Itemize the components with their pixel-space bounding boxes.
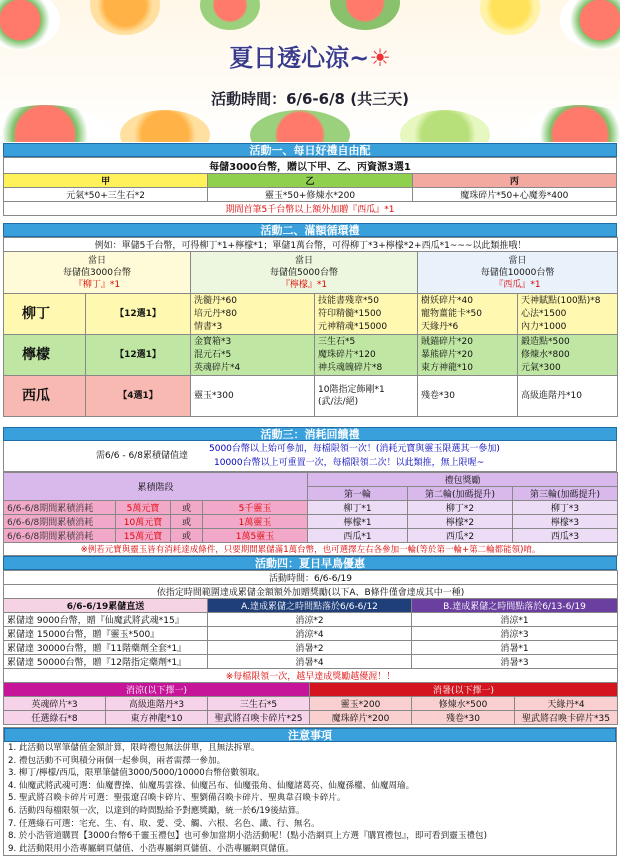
option-a-label: 甲	[4, 174, 208, 188]
orange-decor-icon	[120, 110, 210, 142]
note-item: 4. 仙魔武將武魂可選：仙魔曹操、仙魔馬雲祿、仙魔呂布、仙魔張角、仙魔諸葛亮、仙魔孫權、仙魔周瑜。	[8, 780, 415, 791]
activity-3: 活動三：消耗回饋禮 需6/6 - 6/8累積儲值達 5000台幣以上始可參加，每檔限領一次！(消耗元寶與靈玉限選其一參加) 10000台幣以上可重置一次，每檔限領二次！以此類推，無上限喔~ 累積階段 禮包獎勵 第一輪 第二輪(加碼提升) 第三輪(加碼提升) 6/6-6/8期間累積消耗 5萬元寶 或 5千靈玉 柳丁*1 柳丁*2 柳丁*3 6/6-6/8期間累積消耗 10萬元寶 或 1萬靈玉 檸檬*1 檸檬*2 檸檬*3 6/6-6/8期間累積消耗 15萬元寶 或 1萬5靈玉 西瓜*1 西瓜*2 西瓜*3 ※例若元寶與靈玉皆有消耗達成條件，只要期間累儲滿1萬台幣，也可選擇左右各參加一輪(等於第一輪+第二輪都能領)唷。	[3, 427, 617, 556]
watermelon-decor-icon	[0, 105, 110, 142]
lemon-rewards-3: 賊錨碎片*20 暴熊碎片*20 東方神龍*10	[418, 335, 518, 376]
notes-section	[3, 727, 617, 856]
activity-2-header: 活動二、滿額循環禮	[3, 223, 617, 237]
notes-header: 注意事項	[4, 728, 616, 742]
gift-header: 禮包獎勵	[308, 473, 618, 487]
fruit-orange: 柳丁	[4, 294, 86, 335]
note-item: 8. 於小浩管道購買【3000台幣6千靈玉禮包】也可參加當期小浩活動呢！(點小浩網頁上方選『購買禮包』，即可看到靈玉禮包)	[8, 831, 487, 842]
activity-4-note: ※每檔限領一次，越早達成獎勵越優渥！！	[4, 669, 618, 683]
watermelon-rewards-4: 高級進階丹*10	[518, 376, 618, 417]
orange-rewards-4: 天神賦點(100點)*8 心法*1500 內力*1000	[518, 294, 618, 335]
lemon-decor-icon	[480, 0, 540, 35]
activity-3-header: 活動三：消耗回饋禮	[3, 427, 617, 441]
condition-a-header: A.達成累儲之時間點落於6/6-6/12	[208, 599, 412, 613]
note-item: 6. 活動四每檔限領一次，以達到的時間點給予對應獎勵，統一於6/19後結算。	[8, 805, 305, 816]
activity-1	[3, 143, 617, 216]
fruit-lemon: 檸檬	[4, 335, 86, 376]
activity-2	[3, 223, 617, 417]
activity-4: 活動四：夏日早鳥優惠 活動時間：6/6-6/19 依指定時間範圍達成累儲金額額外加贈獎勵(以下A、B條件僅會達成其中一種) 6/6-6/19累儲直送 A.達成累儲之時間點落於6/6-6/12 B.達成累儲之時間點落於6/13-6/19 累儲達 9000台幣，贈『仙魔武將武魂*15』 消涼*2 消涼*1 累儲達 15000台幣，贈『靈玉*500』 消涼*4 消涼*3 累儲達 30000台幣，贈『11階藥劑全套*1』 消暑*2 消暑*1 累儲達 50000台幣，贈『12階指定藥劑*1』 消暑*4 消暑*3 ※每檔限領一次，越早達成獎勵越優渥！！ 消涼(以下擇一) 消暑(以下擇一) 英魂碎片*3 高級進階丹*3 三生石*5 靈玉*200 修煉水*500 天緣丹*4 任選綠石*8 東方神龍*10 聖武將召喚卡碎片*25 魔珠碎片*200 殘卷*30 聖武將召喚卡碎片*35	[3, 556, 617, 725]
watermelon-decor-icon	[200, 0, 260, 30]
watermelon-rewards-1: 靈玉*300	[191, 376, 315, 417]
option-c-label: 丙	[412, 174, 616, 188]
note-item: 3. 柳丁/檸檬/西瓜，限單筆儲值3000/5000/10000台幣倍數領取。	[8, 768, 265, 779]
activity-1-subtitle: 每儲3000台幣，贈以下甲、乙、丙資源3選1	[4, 158, 617, 174]
note-item: 7. 任選綠石可選：宅充、生、有、取、愛、受、觸、六根、名色、識、行、無名。	[8, 818, 320, 829]
event-banner	[0, 0, 620, 142]
lemon-rewards-4: 鍛造點*500 修煉水*800 元氣*300	[518, 335, 618, 376]
tier-lemon: 當日 每儲值5000台幣 『檸檬』*1	[191, 252, 418, 294]
activity-4-date: 活動時間：6/6-6/19	[4, 571, 618, 585]
note-item: 5. 聖武將召喚卡碎片可選：聖張遼召喚卡碎片、聖劉備召喚卡碎片、聖典韋召喚卡碎片。	[8, 793, 346, 804]
heat-header: 消暑(以下擇一)	[310, 683, 618, 697]
note-item: 9. 此活動限用小浩專屬網頁儲值、小浩專屬網頁儲值、小浩專屬網頁儲值。	[8, 843, 294, 854]
option-b-reward: 靈玉*50+修煉水*200	[208, 188, 412, 202]
activity-4-desc: 依指定時間範圍達成累儲金額額外加贈獎勵(以下A、B條件僅會達成其中一種)	[4, 585, 618, 599]
watermelon-rewards-3: 殘卷*30	[418, 376, 518, 417]
orange-pick: 【12選1】	[86, 294, 191, 335]
option-b-label: 乙	[208, 174, 412, 188]
orange-rewards-1: 洗髓丹*60 培元丹*80 情書*3	[191, 294, 315, 335]
tier-orange: 當日 每儲值3000台幣 『柳丁』*1	[4, 252, 191, 294]
round-1-header: 第一輪	[308, 487, 408, 501]
orange-rewards-2: 技能書殘章*50 符印精髓*1500 元神精魂*15000	[315, 294, 418, 335]
activity-2-example: 例如：單儲5千台幣，可得柳丁*1+檸檬*1；單儲1萬台幣，可得柳丁*3+檸檬*2+西瓜*1~~~以此類推哦！	[4, 238, 618, 252]
sun-icon: ☀	[369, 44, 391, 72]
watermelon-decor-icon	[520, 105, 620, 142]
stage-row-1: 6/6-6/8期間累積消耗	[4, 501, 116, 515]
activity-3-note: ※例若元寶與靈玉皆有消耗達成條件，只要期間累儲滿1萬台幣，也可選擇左右各參加一輪(等於第一輪+第二輪都能領)唷。	[4, 543, 618, 556]
condition-b-header: B.達成累儲之時間點落於6/13-6/19	[412, 599, 618, 613]
note-item: 1. 此活動以單筆儲值金額計算，限時禮包無法併單，且無法拆單。	[8, 743, 260, 753]
stage-row-2: 6/6-6/8期間累積消耗	[4, 515, 116, 529]
note-item: 2. 禮包活動不可與積分兩個一起參與，兩者需擇一參加。	[8, 755, 226, 766]
lemon-rewards-1: 金寶箱*3 混元石*5 英魂碎片*4	[191, 335, 315, 376]
option-a-reward: 元氣*50+三生石*2	[4, 188, 208, 202]
lime-decor-icon	[400, 110, 490, 142]
lemon-rewards-2: 三生石*5 魔珠碎片*120 神兵魂魄碎片*8	[315, 335, 418, 376]
earlybird-row-3: 累儲達 30000台幣，贈『11階藥劑全套*1』	[4, 641, 208, 655]
watermelon-pick: 【4選1】	[86, 376, 191, 417]
orange-decor-icon	[90, 0, 160, 35]
earlybird-row-4: 累儲達 50000台幣，贈『12階指定藥劑*1』	[4, 655, 208, 669]
watermelon-decor-icon	[330, 0, 400, 30]
stage-header: 累積階段	[4, 473, 308, 501]
tier-watermelon: 當日 每儲值10000台幣 『西瓜』*1	[418, 252, 618, 294]
watermelon-decor-icon	[250, 110, 350, 142]
activity-4-header: 活動四：夏日早鳥優惠	[3, 556, 617, 570]
activity-1-header: 活動一、每日好禮自由配	[3, 143, 617, 157]
cool-header: 消涼(以下擇一)	[4, 683, 310, 697]
event-title: 夏日透心涼~☀	[229, 44, 391, 72]
activity-3-condition: 需6/6 - 6/8累積儲值達 5000台幣以上始可參加，每檔限領一次！(消耗元寶與靈玉限選其一參加) 10000台幣以上可重置一次，每檔限領二次！以此類推，無上限喔~	[3, 441, 617, 472]
fruit-watermelon: 西瓜	[4, 376, 86, 417]
direct-header: 6/6-6/19累儲直送	[4, 599, 208, 613]
orange-rewards-3: 樹妖碎片*40 寵物薑能卡*50 天緣丹*6	[418, 294, 518, 335]
option-c-reward: 魔珠碎片*50+心魔劵*400	[412, 188, 616, 202]
round-3-header: 第三輪(加碼提升)	[513, 487, 618, 501]
earlybird-row-1: 累儲達 9000台幣，贈『仙魔武將武魂*15』	[4, 613, 208, 627]
watermelon-rewards-2: 10階指定飾剛*1 (武/法/絕)	[315, 376, 418, 417]
event-period: 活動時間：6/6-6/8 (共三天)	[211, 90, 409, 108]
lemon-pick: 【12選1】	[86, 335, 191, 376]
stage-row-3: 6/6-6/8期間累積消耗	[4, 529, 116, 543]
activity-1-note: 期間首筆5千台幣以上額外加贈『西瓜』*1	[4, 202, 617, 216]
earlybird-row-2: 累儲達 15000台幣，贈『靈玉*500』	[4, 627, 208, 641]
round-2-header: 第二輪(加碼提升)	[408, 487, 513, 501]
